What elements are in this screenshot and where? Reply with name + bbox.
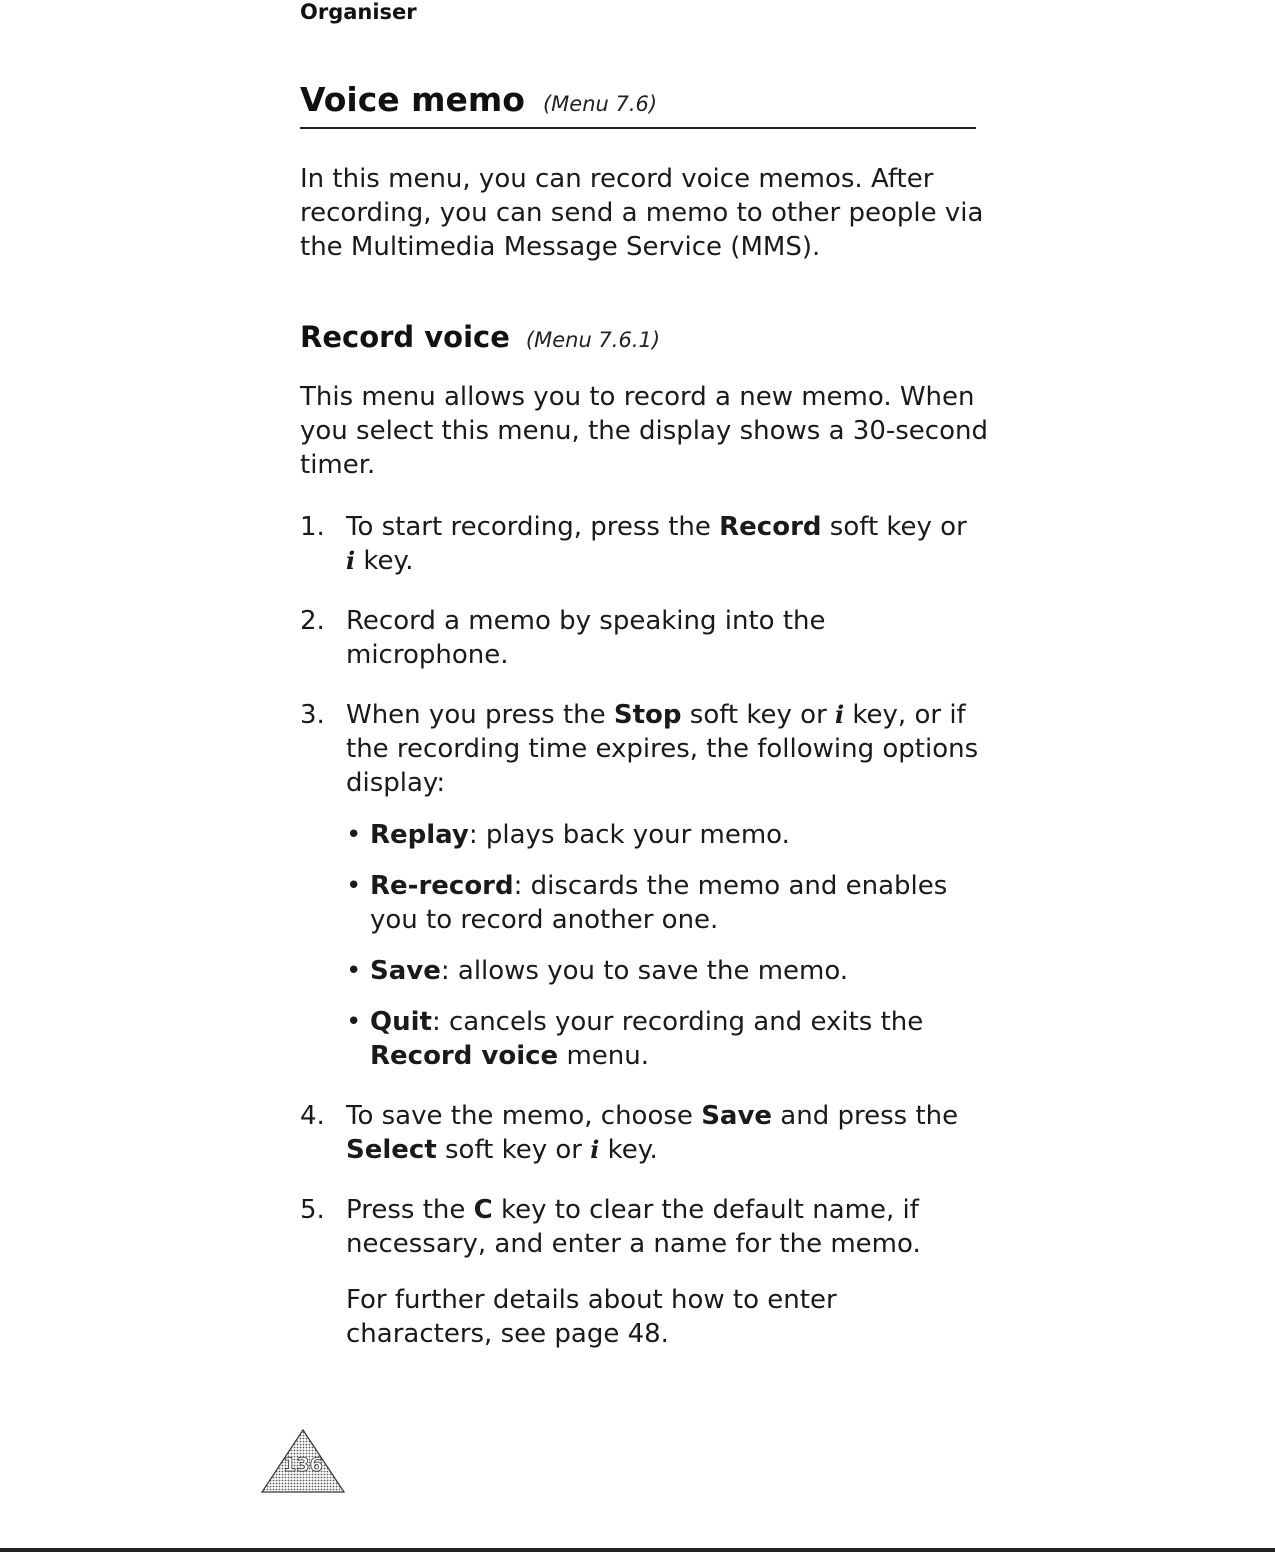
step-number: 4. bbox=[300, 1101, 325, 1131]
step-text: Press the bbox=[346, 1195, 474, 1225]
step-text: key, or if the recording time expires, the following options display: bbox=[346, 700, 979, 798]
option-label: Save bbox=[370, 956, 441, 986]
save-label: Save bbox=[701, 1101, 773, 1131]
option-replay bbox=[346, 818, 990, 852]
step-text: key. bbox=[355, 546, 414, 576]
step-number: 3. bbox=[300, 700, 325, 730]
i-key-icon: i bbox=[346, 546, 356, 575]
steps-list bbox=[300, 510, 990, 1377]
step-text: soft key or bbox=[821, 512, 967, 542]
option-text: : plays back your memo. bbox=[468, 820, 790, 850]
option-text: : cancels your recording and exits the bbox=[431, 1007, 924, 1037]
section-header: Organiser bbox=[300, 0, 417, 24]
bullet-icon: • bbox=[346, 871, 362, 901]
option-label: Re-record bbox=[370, 871, 514, 901]
step-text: key to clear the default name, if necessary, and enter a name for the memo. bbox=[346, 1195, 921, 1259]
i-key-icon: i bbox=[835, 700, 845, 729]
subheading-title: Record voice bbox=[300, 320, 510, 354]
step-text: soft key or bbox=[436, 1135, 591, 1165]
step-2 bbox=[300, 604, 990, 672]
option-re-record bbox=[346, 869, 990, 937]
option-text: menu. bbox=[558, 1041, 649, 1071]
stop-key-label: Stop bbox=[613, 700, 682, 730]
c-key-label: C bbox=[473, 1195, 493, 1225]
subheading-row bbox=[300, 320, 660, 354]
step-5 bbox=[300, 1193, 990, 1351]
bottom-rule bbox=[0, 1548, 1275, 1552]
bullet-icon: • bbox=[346, 820, 362, 850]
step-text: and press the bbox=[772, 1101, 959, 1131]
step-3 bbox=[300, 698, 990, 1073]
step-number: 2. bbox=[300, 606, 325, 636]
page-title-menu-ref: (Menu 7.6) bbox=[542, 92, 658, 116]
option-text: : allows you to save the memo. bbox=[440, 956, 849, 986]
select-key-label: Select bbox=[346, 1135, 437, 1165]
step-number: 5. bbox=[300, 1195, 325, 1225]
step-text: To save the memo, choose bbox=[346, 1101, 702, 1131]
option-label: Replay bbox=[370, 820, 469, 850]
step-number: 1. bbox=[300, 512, 325, 542]
description-paragraph: This menu allows you to record a new memo. When you select this menu, the display shows a 30-second timer. bbox=[300, 382, 988, 480]
step-1 bbox=[300, 510, 990, 578]
option-text: : discards the memo and enables you to record another one. bbox=[370, 871, 948, 935]
page-number-badge bbox=[260, 1428, 346, 1494]
bullet-icon: • bbox=[346, 1007, 362, 1037]
i-key-icon: i bbox=[590, 1135, 600, 1164]
step-text: key. bbox=[599, 1135, 658, 1165]
option-save bbox=[346, 954, 990, 988]
bullet-icon: • bbox=[346, 956, 362, 986]
subheading-menu-ref: (Menu 7.6.1) bbox=[525, 328, 661, 352]
step-4 bbox=[300, 1099, 990, 1167]
step-text: soft key or bbox=[681, 700, 836, 730]
option-quit bbox=[346, 1005, 990, 1073]
page-title-row bbox=[300, 80, 976, 129]
step-text: To start recording, press the bbox=[346, 512, 720, 542]
step-text: Record a memo by speaking into the microphone. bbox=[346, 606, 826, 670]
page-number: 136 bbox=[283, 1454, 323, 1476]
step-note: For further details about how to enter characters, see page 48. bbox=[346, 1285, 837, 1349]
option-label: Quit bbox=[370, 1007, 432, 1037]
step-text: When you press the bbox=[346, 700, 614, 730]
intro-paragraph: In this menu, you can record voice memos. After recording, you can send a memo to other people via the Multimedia Message Service (MMS). bbox=[300, 164, 984, 262]
record-key-label: Record bbox=[719, 512, 822, 542]
option-menu-ref: Record voice bbox=[370, 1041, 559, 1071]
options-list bbox=[346, 818, 990, 1073]
page-title: Voice memo bbox=[300, 80, 525, 119]
